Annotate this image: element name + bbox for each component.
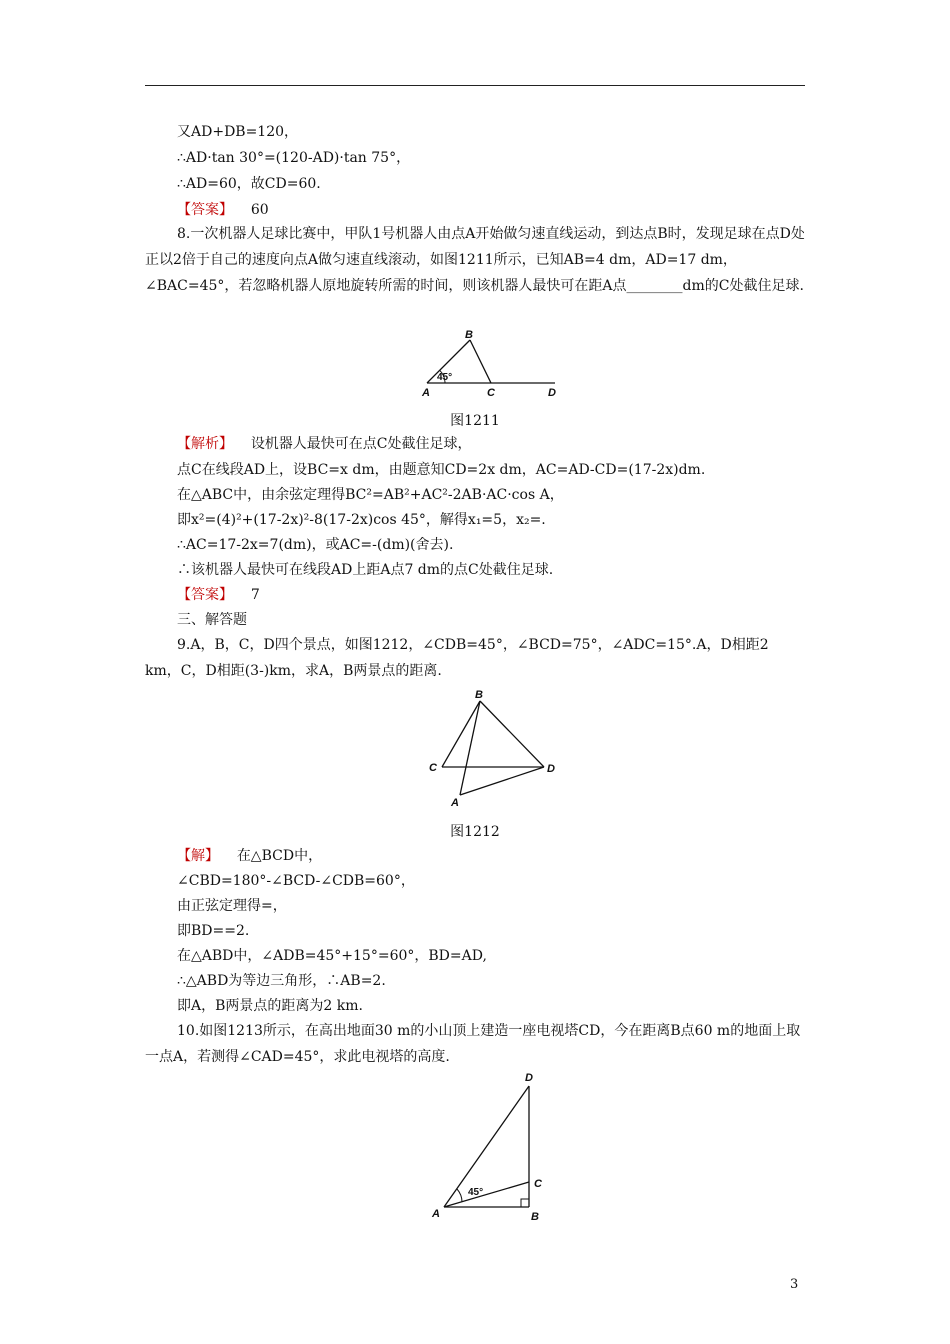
text-line: 在△ABD中，∠ADB=45°+15°=60°，BD=AD, [177, 948, 487, 964]
answer-value: 7 [250, 587, 260, 603]
answer-tag: 【答案】 [177, 587, 233, 603]
answer-tag: 【答案】 [177, 202, 233, 218]
angle-label: 45° [468, 1187, 484, 1198]
label-a: A [432, 1208, 440, 1220]
label-c: C [429, 762, 437, 774]
text-line: ∠CBD=180°-∠BCD-∠CDB=60°， [177, 873, 415, 889]
label-b: B [531, 1211, 539, 1223]
segment-ac [444, 1182, 529, 1207]
segment-ad [444, 1086, 529, 1207]
figure-1212 [420, 685, 565, 813]
question-9-text: 9.A，B，C，D四个景点，如图1212，∠CDB=45°，∠BCD=75°，∠ADC=15°.A，D相距2 km，C，D相距(3-)km，求A，B两景点的距离. [145, 637, 769, 679]
angle-label: 45° [437, 372, 453, 383]
segment-ab [460, 701, 480, 795]
segment-ad [460, 767, 544, 795]
right-angle-mark [521, 1199, 529, 1207]
analysis-text: 设机器人最快可在点C处截住足球， [250, 436, 472, 452]
text-line: ∴AD=60，故CD=60. [177, 176, 321, 192]
section-title: 三、解答题 [177, 612, 247, 628]
text-line: 即x²=(4)²+(17-2x)²-8(17-2x)cos 45°，解得x₁=5，x₂=. [177, 512, 546, 528]
text-line: 点C在线段AD上，设BC=x dm，由题意知CD=2x dm，AC=AD-CD=(17-2x)dm. [177, 462, 706, 478]
label-a: A [422, 387, 430, 399]
text-line: 即BD==2. [177, 923, 250, 939]
text-line: 又AD+DB=120， [177, 124, 299, 140]
label-d: D [548, 387, 556, 399]
solution-tag: 【解】 [177, 848, 219, 864]
text-line: 由正弦定理得=， [177, 898, 287, 914]
figure-caption: 图1212 [450, 824, 500, 840]
figure-1213 [428, 1068, 548, 1223]
label-b: B [465, 329, 473, 341]
figure-caption: 图1211 [450, 413, 500, 429]
text-line: ∴△ABD为等边三角形，∴AB=2. [177, 973, 386, 989]
label-c: C [487, 387, 495, 399]
segment-bc [442, 701, 480, 767]
question-8-text: 8.一次机器人足球比赛中，甲队1号机器人由点A开始做匀速直线运动，到达点B时，发现足球在点D处正以2倍于自己的速度向点A做匀速直线滚动，如图1211所示，已知AB=4 dm，AD=17 dm，∠BAC=45°，若忽略机器人原地旋转所需的时间，则该机器人最快可在距A点________dm的C处截住足球. [145, 226, 805, 294]
label-d: D [525, 1072, 533, 1084]
analysis-tag: 【解析】 [177, 436, 233, 452]
text-line: ∴AD·tan 30°=(120-AD)·tan 75°， [177, 150, 411, 166]
header-rule [145, 85, 805, 86]
segment-bd [480, 701, 544, 767]
label-d: D [547, 763, 555, 775]
figure-1211 [415, 328, 565, 400]
solution-text: 在△BCD中， [236, 848, 323, 864]
answer-line [177, 585, 260, 605]
label-c: C [534, 1178, 542, 1190]
label-b: B [475, 689, 483, 701]
angle-arc [457, 1189, 462, 1202]
page-number: 3 [790, 1277, 799, 1292]
solution-line [177, 846, 322, 866]
label-a: A [451, 797, 459, 809]
text-line: ∴该机器人最快可在线段AD上距A点7 dm的点C处截住足球. [177, 562, 554, 578]
text-line: 在△ABC中，由余弦定理得BC²=AB²+AC²-2AB·AC·cos A， [177, 487, 564, 503]
answer-value: 60 [250, 202, 269, 218]
text-line: 即A，B两景点的距离为2 km. [177, 998, 363, 1014]
question-10-text: 10.如图1213所示，在高出地面30 m的小山顶上建造一座电视塔CD，今在距离B点60 m的地面上取一点A，若测得∠CAD=45°，求此电视塔的高度. [145, 1023, 801, 1065]
analysis-line [177, 434, 472, 454]
answer-line [177, 200, 269, 220]
segment-bc [470, 340, 491, 383]
text-line: ∴AC=17-2x=7(dm)，或AC=-(dm)(舍去). [177, 537, 454, 553]
